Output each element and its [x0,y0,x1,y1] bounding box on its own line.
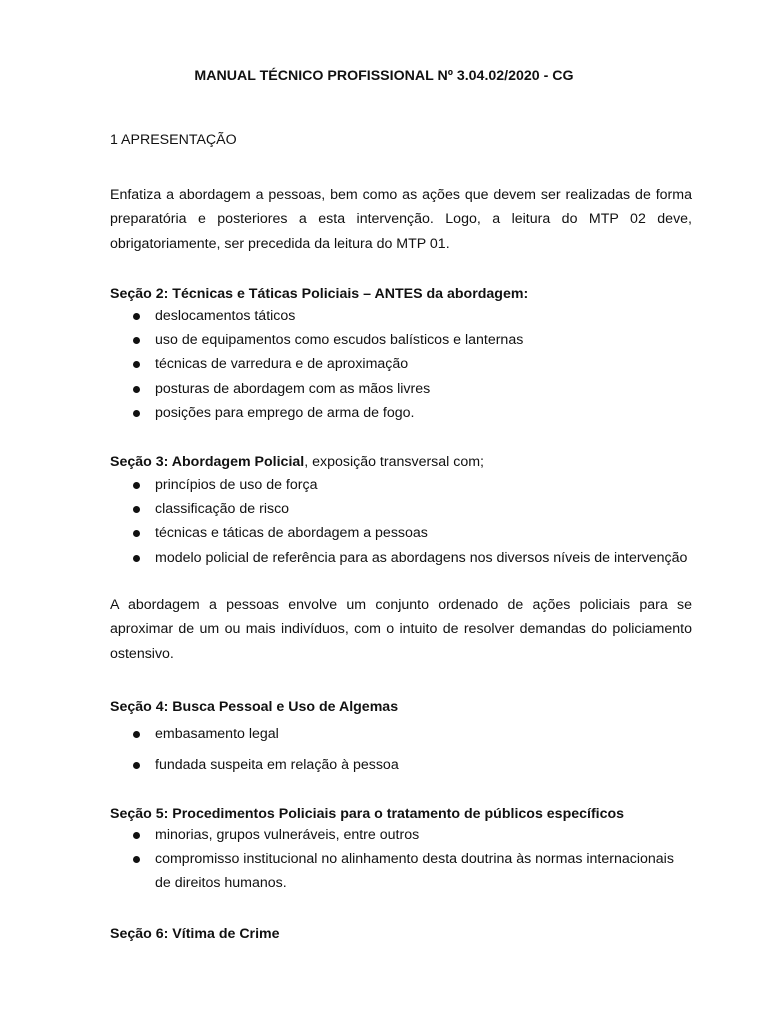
document-title: MANUAL TÉCNICO PROFISSIONAL Nº 3.04.02/2020 - CG [194,68,574,84]
section-5-list [110,823,692,896]
section-5-title-text: Seção 5: Procedimentos Policiais para o tratamento de públicos específicos [110,806,625,822]
list-item: uso de equipamentos como escudos balísticos e lanternas [110,328,692,352]
section-2-list [110,304,692,425]
bullet-icon [133,313,140,320]
bullet-icon [133,555,140,562]
bullet-icon [133,762,140,769]
section-2-title [110,284,692,304]
section-3-list [110,473,692,570]
bullet-icon [133,530,140,537]
bullet-icon [133,410,140,417]
bullet-icon [133,482,140,489]
list-item: técnicas e táticas de abordagem a pessoas [110,521,692,545]
bullet-icon [133,856,140,863]
section-5-title [110,804,692,824]
bullet-icon [133,361,140,368]
list-item: minorias, grupos vulneráveis, entre outros [110,823,692,847]
section-4-title [110,697,692,717]
section-3-title [110,452,692,472]
bullet-icon [133,832,140,839]
list-item: posturas de abordagem com as mãos livres [110,377,692,401]
list-item: embasamento legal [110,719,692,750]
section-3-title-text: Seção 3: Abordagem Policial [110,454,305,470]
list-item: técnicas de varredura e de aproximação [110,352,692,376]
list-item: classificação de risco [110,497,692,521]
bullet-icon [133,506,140,513]
section-6-title [110,924,692,944]
bullet-icon [133,386,140,393]
section-2-title-text: Seção 2: Técnicas e Táticas Policiais – ANTES da abordagem: [110,286,529,302]
abordagem-paragraph: A abordagem a pessoas envolve um conjunto ordenado de ações policiais para se aproximar de um ou mais indivíduos, com o intuito de resolver demandas do policiamento ostensivo. [110,597,692,662]
section-6-title-text: Seção 6: Vítima de Crime [110,926,280,942]
list-item: posições para emprego de arma de fogo. [110,401,692,425]
list-item: deslocamentos táticos [110,304,692,328]
list-item: modelo policial de referência para as abordagens nos diversos níveis de intervenção [110,546,692,570]
section-heading-apresentacao: 1 APRESENTAÇÃO [110,132,237,148]
list-item: compromisso institucional no alinhamento desta doutrina às normas internacionais de direitos humanos. [110,847,692,895]
list-item: princípios de uso de força [110,473,692,497]
bullet-icon [133,337,140,344]
list-item: fundada suspeita em relação à pessoa [110,750,692,781]
section-4-list [110,719,692,781]
bullet-icon [133,731,140,738]
section-4-title-text: Seção 4: Busca Pessoal e Uso de Algemas [110,699,399,715]
intro-paragraph: Enfatiza a abordagem a pessoas, bem como as ações que devem ser realizadas de forma preparatória e posteriores a esta intervenção. Logo, a leitura do MTP 02 deve, obrigatoriamente, ser precedida da leitura do MTP 01. [110,187,692,252]
section-3-title-suffix: , exposição transversal com; [304,454,485,470]
